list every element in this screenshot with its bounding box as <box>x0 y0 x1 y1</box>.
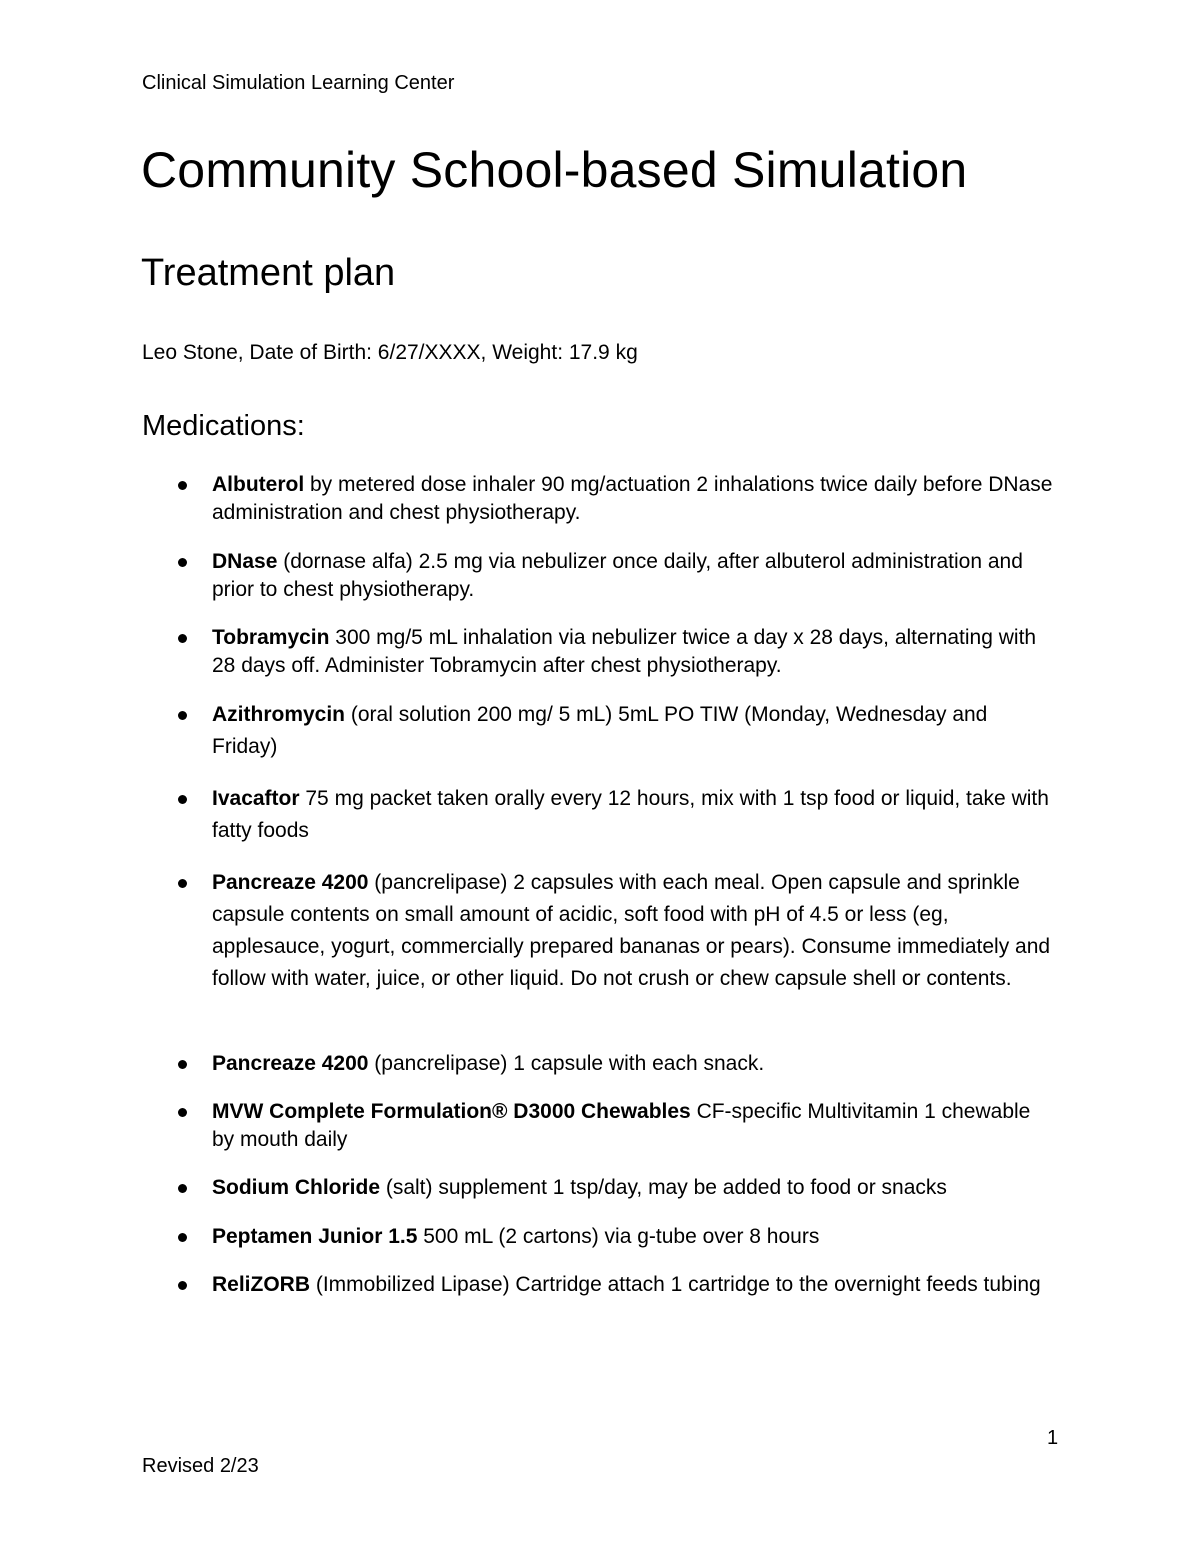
bullet-icon <box>178 1108 187 1117</box>
bullet-icon <box>178 879 187 888</box>
bullet-icon <box>178 481 187 490</box>
medication-name: ReliZORB <box>212 1273 311 1296</box>
medication-name: Tobramycin <box>212 626 330 649</box>
patient-info: Leo Stone, Date of Birth: 6/27/XXXX, Weight: 17.9 kg <box>142 341 638 364</box>
medication-details: CF-specific Multivitamin 1 chewable by mouth daily <box>212 1100 1031 1151</box>
medication-text <box>212 699 1058 763</box>
page-header: Clinical Simulation Learning Center <box>142 72 455 94</box>
page-number: 1 <box>1047 1427 1059 1449</box>
medication-name: Sodium Chloride <box>212 1176 380 1199</box>
bullet-icon <box>178 634 187 643</box>
medication-details: (pancrelipase) 2 capsules with each meal. Open capsule and sprinkle capsule contents on small amount of acidic, soft food with pH of 4.5 or less (eg, applesauce, yogurt, commercially prepared bananas or pears). Consume immediately and follow with water, juice, or other liquid. Do not crush or chew capsule shell or contents. <box>212 871 1051 990</box>
medication-details: (salt) supplement 1 tsp/day, may be added to food or snacks <box>380 1176 947 1199</box>
medication-name: MVW Complete Formulation® D3000 Chewables <box>212 1100 691 1123</box>
medication-name: Peptamen Junior 1.5 <box>212 1225 418 1248</box>
medication-text <box>212 867 1058 995</box>
medication-text <box>212 1098 1058 1153</box>
medication-text <box>212 1223 1058 1251</box>
medication-details: (Immobilized Lipase) Cartridge attach 1 cartridge to the overnight feeds tubing <box>310 1273 1041 1296</box>
bullet-icon <box>178 711 187 720</box>
document-subtitle: Treatment plan <box>141 252 396 294</box>
bullet-icon <box>178 795 187 804</box>
bullet-icon <box>178 1233 187 1242</box>
medication-details: 500 mL (2 cartons) via g-tube over 8 hours <box>417 1225 820 1248</box>
bullet-icon <box>178 1184 187 1193</box>
medication-text <box>212 1174 1058 1202</box>
medication-details: (dornase alfa) 2.5 mg via nebulizer once daily, after albuterol administration and prior to chest physiotherapy. <box>212 550 1023 601</box>
medication-name: Albuterol <box>212 473 305 496</box>
medication-details: (pancrelipase) 1 capsule with each snack. <box>368 1052 765 1075</box>
bullet-icon <box>178 558 187 567</box>
medication-details: by metered dose inhaler 90 mg/actuation 2 inhalations twice daily before DNase administration and chest physiotherapy. <box>212 473 1053 524</box>
medication-text <box>212 1050 1058 1078</box>
medication-text <box>212 1271 1058 1299</box>
document-title: Community School-based Simulation <box>141 142 968 198</box>
medication-details: (oral solution 200 mg/ 5 mL) 5mL PO TIW (Monday, Wednesday and Friday) <box>212 703 988 758</box>
medication-name: Pancreaze 4200 <box>212 1052 369 1075</box>
medication-details: 300 mg/5 mL inhalation via nebulizer twice a day x 28 days, alternating with 28 days off. Administer Tobramycin after chest physiotherapy. <box>212 626 1037 677</box>
medication-name: Ivacaftor <box>212 787 300 810</box>
medication-name: Azithromycin <box>212 703 346 726</box>
page-footer: Revised 2/23 <box>142 1455 259 1477</box>
medication-details: 75 mg packet taken orally every 12 hours, mix with 1 tsp food or liquid, take with fatty foods <box>212 787 1049 842</box>
medication-text <box>212 783 1058 847</box>
bullet-icon <box>178 1060 187 1069</box>
bullet-icon <box>178 1281 187 1290</box>
medication-name: DNase <box>212 550 278 573</box>
medication-text <box>212 471 1058 526</box>
medication-name: Pancreaze 4200 <box>212 871 369 894</box>
medication-text <box>212 624 1058 679</box>
medications-heading: Medications: <box>142 410 305 442</box>
medication-text <box>212 548 1058 603</box>
